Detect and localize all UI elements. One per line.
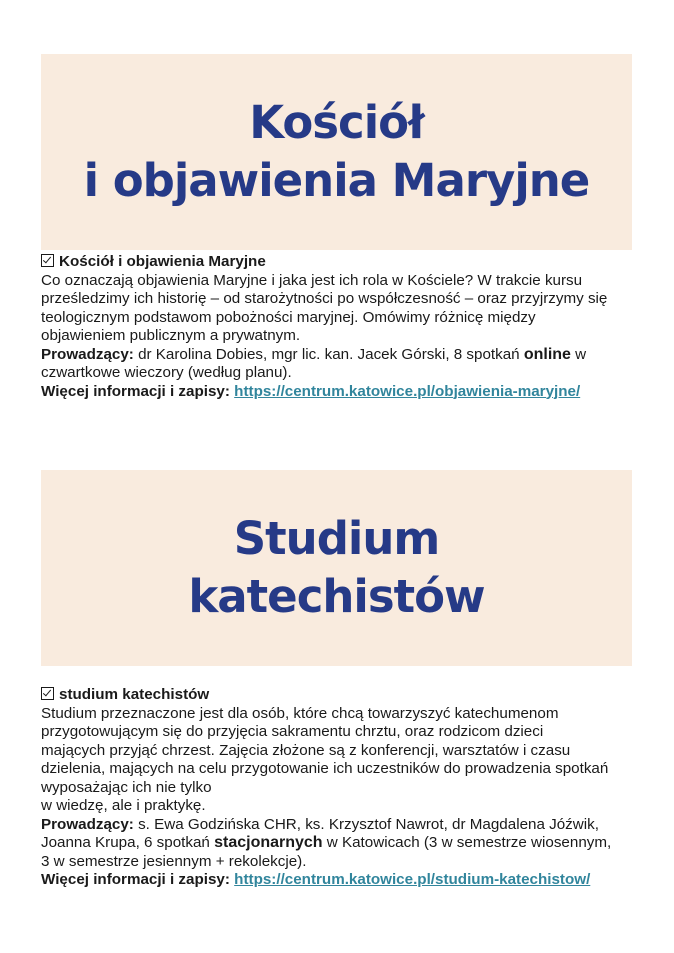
banner-title-line2: i objawienia Maryjne xyxy=(83,154,590,207)
leaders-label: Prowadzący: xyxy=(41,345,134,363)
description-line: mających przyjąć chrzest. Zajęcia złożone są z konferencji, warsztatów i czasu xyxy=(41,741,571,759)
mode-label: stacjonarnych xyxy=(214,834,323,851)
leaders-text: s. Ewa Godzińska CHR, ks. Krzysztof Nawrot, dr Magdalena Jóźwik, xyxy=(133,815,599,833)
schedule-line: czwartkowe wieczory (według planu). xyxy=(41,364,292,381)
leaders-label: Prowadzący: xyxy=(41,815,134,833)
leaders-line-2 xyxy=(41,834,641,853)
leaders-text: dr Karolina Dobies, mgr lic. kan. Jacek Górski, 8 spotkań xyxy=(133,345,524,363)
description-line: dzielenia, mających na celu przygotowanie ich uczestników do prowadzenia spotkań xyxy=(41,760,609,777)
description-line: Co oznaczają objawienia Maryjne i jaka jest ich rola w Kościele? W trakcie kursu xyxy=(41,271,583,289)
leaders-line-3: 3 w semestrze jesiennym + rekolekcje). xyxy=(41,852,307,870)
more-info-line xyxy=(41,871,641,890)
course-description-studium xyxy=(41,686,641,890)
description-line: teologicznym podstawom pobożności maryjnej. Omówimy różnicę między xyxy=(41,308,536,326)
leaders-after: w Katowicach (3 w semestrze wiosennym, xyxy=(322,834,612,851)
description-line: Studium przeznaczone jest dla osób, które chcą towarzyszyć katechumenom xyxy=(41,704,559,722)
description-line: wyposażając ich nie tylko xyxy=(41,778,212,796)
leaders-line xyxy=(41,346,641,365)
description-line: objawieniem publicznym a prywatnym. xyxy=(41,327,301,344)
checkbox-checked-icon xyxy=(41,687,54,700)
leaders-text: Joanna Krupa, 6 spotkań xyxy=(41,834,215,851)
leaders-line xyxy=(41,816,641,835)
mode-label: online xyxy=(523,345,571,363)
course-link[interactable]: https://centrum.katowice.pl/objawienia-maryjne/ xyxy=(234,382,581,400)
description-line: prześledzimy ich historię – od starożytności po współczesność – oraz przyjrzymy się xyxy=(41,290,608,307)
banner-studium xyxy=(41,470,632,666)
more-info-label: Więcej informacji i zapisy: xyxy=(41,382,230,400)
more-info-line xyxy=(41,383,641,402)
banner-title-line1: Kościół xyxy=(249,96,424,149)
leaders-after: w xyxy=(570,345,587,363)
checkbox-checked-icon xyxy=(41,254,54,267)
description-line: w wiedzę, ale i praktykę. xyxy=(41,797,206,814)
banner-title-line1: Studium xyxy=(233,512,440,565)
course-heading: studium katechistów xyxy=(41,686,641,705)
banner-title-line2: katechistów xyxy=(188,570,485,623)
course-description-objawienia xyxy=(41,253,641,401)
course-link[interactable]: https://centrum.katowice.pl/studium-katechistow/ xyxy=(234,871,591,888)
course-heading: Kościół i objawienia Maryjne xyxy=(41,253,641,272)
more-info-label: Więcej informacji i zapisy: xyxy=(41,871,230,888)
description-line: przygotowującym się do przyjęcia sakramentu chrztu, oraz rodzicom dzieci xyxy=(41,723,544,740)
banner-objawienia xyxy=(41,54,632,250)
